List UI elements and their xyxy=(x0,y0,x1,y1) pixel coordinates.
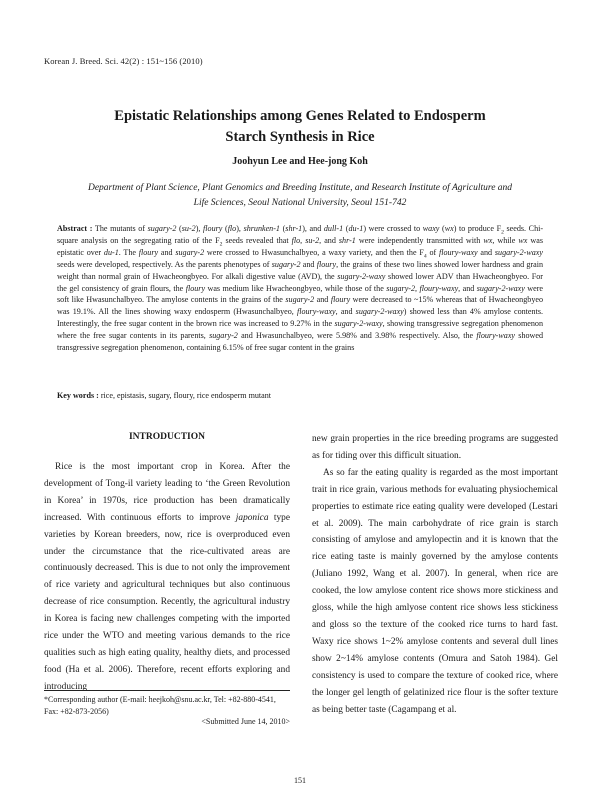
submission-date: <Submitted June 14, 2010> xyxy=(201,717,290,726)
section-heading-introduction: INTRODUCTION xyxy=(128,432,205,442)
gene-name: floury-waxy xyxy=(476,331,516,341)
paper-title xyxy=(60,106,540,148)
page-number: 151 xyxy=(294,776,306,785)
abstract-text: and xyxy=(158,247,176,257)
gene-name: shr-1 xyxy=(285,224,303,233)
gene-name: sugary-2-waxy xyxy=(476,283,525,293)
abstract-text: and xyxy=(314,295,331,305)
abstract-text: of xyxy=(426,247,439,257)
gene-name: floury-waxy xyxy=(438,247,478,257)
intro-paragraph-1-continued: new grain properties in the rice breeding programs are suggested as for tiding over this difficult situation. xyxy=(312,434,558,461)
subscript: 2 xyxy=(501,229,504,236)
abstract-text: ), xyxy=(195,224,204,233)
gene-name: sugary-2 xyxy=(209,331,238,341)
paper-title-line-2: Starch Synthesis in Rice xyxy=(225,129,375,145)
gene-name: sugary-2-waxy xyxy=(337,271,386,281)
gene-name: floury xyxy=(138,247,159,257)
affiliation-line-2: Life Sciences, Seoul National University, Seoul 151-742 xyxy=(193,198,407,208)
gene-name: floury xyxy=(203,224,223,233)
gene-name: su-2 xyxy=(181,224,196,233)
keywords xyxy=(57,391,543,400)
abstract-text: ) to produce F xyxy=(453,224,502,233)
abstract-text: were crossed to Hwasunchalbyeo, a waxy variety, and then the F xyxy=(204,247,424,257)
abstract-label: Abstract : xyxy=(57,224,93,233)
abstract-text: , and xyxy=(458,283,477,293)
gene-name: sugary-2-waxy xyxy=(494,247,543,257)
subscript: 2 xyxy=(219,241,223,248)
affiliation xyxy=(50,181,550,211)
right-column xyxy=(312,431,558,718)
gene-name: shr-1 xyxy=(338,235,356,245)
intro-paragraph-1 xyxy=(44,459,290,696)
gene-name: floury-waxy xyxy=(419,283,459,293)
abstract-text: was medium like Hwacheongbyeo, while those of the xyxy=(205,283,387,293)
abstract-text: , xyxy=(300,235,306,245)
abstract-text: seeds. Chi-square analysis on the segregating ratio of the F xyxy=(57,224,544,245)
abstract-text: showed lower ADV than Hwacheongbyeo. For the gel consistency of grain flours, the xyxy=(57,271,543,293)
abstract-text: , and xyxy=(319,235,339,245)
left-column xyxy=(44,432,290,696)
abstract-text: ( xyxy=(279,224,286,233)
gene-name: floury xyxy=(330,295,351,305)
abstract-text: seeds were developed, respectively. As the parents phenotypes of xyxy=(57,259,272,269)
abstract-text: and Hwasunchalbyeo, were 5.98% and 3.98% respectively. Also, the xyxy=(237,331,477,341)
abstract-text: ), xyxy=(236,224,244,233)
abstract-text: ( xyxy=(343,224,349,233)
gene-name: sugary-2 xyxy=(285,295,315,305)
gene-name: wx xyxy=(518,235,528,245)
journal-citation: Korean J. Breed. Sci. 42(2) : 151~156 (2010) xyxy=(44,56,203,66)
abstract-text: ( xyxy=(176,224,182,233)
abstract-text: ), and xyxy=(302,224,324,233)
subscript: 4 xyxy=(423,253,427,260)
abstract-text: , and xyxy=(335,307,356,317)
gene-name: sugary-2 xyxy=(271,259,301,269)
abstract-text: ( xyxy=(439,224,445,233)
gene-name: sugary-2 xyxy=(175,247,205,257)
gene-name: du-1 xyxy=(103,247,119,257)
abstract-text: and xyxy=(300,259,317,269)
gene-name: wx xyxy=(444,224,454,233)
abstract-text: showed transgressive segregation phenomenon, containing 6.15% of free sugar content in the grains xyxy=(57,331,543,353)
authors: Joohyun Lee and Hee-jong Koh xyxy=(232,156,368,167)
corresponding-author-footnote: *Corresponding author (E-mail: heejkoh@snu.ac.kr, Tel: +82-880-4541, Fax: +82-873-2056) xyxy=(44,695,276,716)
gene-name: floury-waxy xyxy=(296,307,336,317)
abstract xyxy=(57,223,543,354)
gene-name: shrunken-1 xyxy=(243,224,280,233)
abstract-text: ) showed less than 4% amylose contents. Interestingly, the free sugar content in the brown rice was increased to 9.27% in the xyxy=(57,307,543,329)
gene-name: du-1 xyxy=(348,224,364,233)
abstract-text: , the grains of these two lines showed lower hardness and grain weight than normal grain of Hwacheongbyeo. For alkali digestive value (AVD), the xyxy=(57,259,544,281)
keywords-text: rice, epistasis, sugary, floury, rice endosperm mutant xyxy=(100,391,272,400)
abstract-text: , while xyxy=(492,235,519,245)
abstract-text: . The xyxy=(118,247,139,257)
italic-term: japonica xyxy=(235,512,269,523)
abstract-text: The mutants of xyxy=(94,224,148,233)
affiliation-line-1: Department of Plant Science, Plant Genomics and Breeding Institute, and Research Institute of Agriculture and xyxy=(87,183,513,193)
abstract-text: were independently transmitted with xyxy=(355,235,484,245)
keywords-label: Key words : xyxy=(57,391,99,400)
gene-name: sugary-2 xyxy=(386,283,416,293)
gene-name: flo xyxy=(227,224,237,233)
abstract-text: were soft like Hwasunchalbyeo. The amylose contents in the grains of the xyxy=(57,283,544,305)
gene-name: wx xyxy=(483,235,493,245)
paper-title-line-1: Epistatic Relationships among Genes Related to Endosperm xyxy=(114,108,486,124)
abstract-text: was epistatic over xyxy=(57,235,543,257)
gene-name: floury xyxy=(185,283,206,293)
gene-name: flo xyxy=(291,235,301,245)
paragraph-text: type varieties by Korean breeders, now, rice is overproduced even under the circumstance that the rice-cultivated areas are continuously decreased. This is due to not only the improvement of rice variety and agricultural techniques but also continuous decrease of rice consumption. Recently, the agricultural industry in Korea is facing new challenges competing with the imported rice under the WTO and meeting various demands to the rice qualities such as high eating quality, healthy diets, and processed food (Ha et al. 2006). Therefore, recent efforts exploring and introducing xyxy=(44,512,290,692)
paragraph-text: Rice is the most important crop in Korea. After the development of Tong-il variety leading to ‘the Green Revolution in Korea’ in 1970s, rice production has been dramatically increased. With continuous efforts to improve xyxy=(44,462,290,523)
gene-name: waxy xyxy=(422,224,440,233)
gene-name: sugary-2-waxy xyxy=(334,319,383,329)
footnote-divider xyxy=(44,690,290,691)
gene-name: floury xyxy=(316,259,337,269)
abstract-text: and xyxy=(477,247,495,257)
gene-name: su-2 xyxy=(305,235,320,245)
abstract-text: seeds revealed that xyxy=(222,235,292,245)
gene-name: sugary-2-waxy xyxy=(355,307,404,317)
gene-name: sugary-2 xyxy=(147,224,177,233)
abstract-text: were decreased to ~15% whereas that of Hwacheongbyeo was 19.1%. All the lines showing waxy endosperm (Hwasunchalbyeo, xyxy=(57,295,544,317)
gene-name: dull-1 xyxy=(323,224,344,233)
abstract-text: , xyxy=(415,283,420,293)
intro-paragraph-2: As so far the eating quality is regarded as the most important trait in rice grain, various methods for evaluating physiochemical properties to estimate rice eating quality were developed (Lestari et al. 2009). The main carbohydrate of rice grain is starch consisting of amylose and amylopectin and it is known that the rice eating taste is mainly governed by the amylose contents (Juliano 1992, Wang et al. 2007). In general, when rice are cooked, the low amylose content rice shows more stickiness and gloss, while the high amlyose content rice shows less stickiness and gloss so the texture of the cooked rice turns to hard fast. Waxy rice shows 1~2% amylose contents and several dull lines show 2~14% amylose contents (Omura and Satoh 1984). Gel consistency is used to compare the texture of cooked rice, where the longer gel length of gelatinized rice flour is the softer texture as being better taste (Cagampang et al. xyxy=(312,467,558,715)
abstract-text: , showing transgressive segregation phenomenon where the free sugar contents in its parents, xyxy=(57,319,543,341)
abstract-text: ( xyxy=(222,224,228,233)
abstract-text: ) were crossed to xyxy=(363,224,423,233)
